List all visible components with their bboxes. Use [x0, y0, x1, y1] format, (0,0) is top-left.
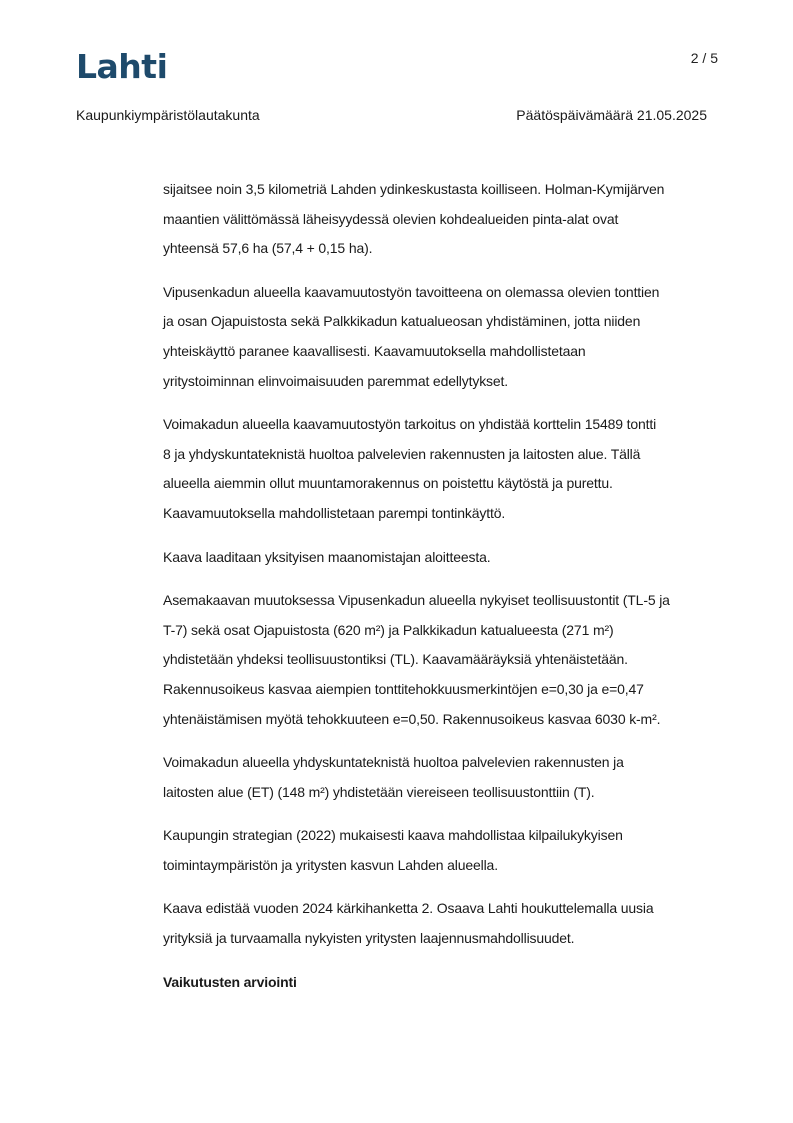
text-line: yhdistetään yhdeksi teollisuustontiksi (TL). Kaavamääräyksiä yhtenäistetään. — [163, 651, 628, 668]
text-line: 8 ja yhdyskuntateknistä huoltoa palvelevien rakennusten ja laitosten alue. Tällä — [163, 445, 641, 462]
paragraph-initiative — [163, 543, 718, 573]
paragraph-voimakatu-change — [163, 748, 718, 807]
text-line: Vipusenkadun alueella kaavamuutostyön tavoitteena on olemassa olevien tonttien — [163, 283, 660, 300]
text-line: yritystoiminnan elinvoimaisuuden paremmat edellytykset. — [163, 372, 509, 389]
paragraph-location — [163, 175, 718, 264]
document-body — [163, 175, 718, 997]
section-heading-impact-assessment: Vaikutusten arviointi — [163, 973, 297, 990]
text-line: yhteiskäyttö paranee kaavallisesti. Kaavamuutoksella mahdollistetaan — [163, 342, 586, 359]
page-number: 2 / 5 — [690, 50, 718, 66]
text-line: alueella aiemmin ollut muuntamorakennus on poistettu käytöstä ja purettu. — [163, 475, 613, 492]
text-line: Voimakadun alueella kaavamuutostyön tarkoitus on yhdistää korttelin 15489 tontti — [163, 416, 657, 433]
decision-date: Päätöspäivämäärä 21.05.2025 — [516, 107, 707, 123]
text-line: Kaupungin strategian (2022) mukaisesti kaava mahdollistaa kilpailukykyisen — [163, 827, 623, 844]
text-line: Voimakadun alueella yhdyskuntateknistä huoltoa palvelevien rakennusten ja — [163, 754, 624, 771]
text-line: laitosten alue (ET) (148 m²) yhdistetään viereiseen teollisuustonttiin (T). — [163, 783, 595, 800]
paragraph-vipusenkatu-goal — [163, 278, 718, 396]
text-line: yrityksiä ja turvaamalla nykyisten yritysten laajennusmahdollisuudet. — [163, 930, 575, 947]
text-line: Rakennusoikeus kasvaa aiempien tonttitehokkuusmerkintöjen e=0,30 ja e=0,47 — [163, 680, 644, 697]
paragraph-key-project — [163, 894, 718, 953]
text-line: toimintaympäristön ja yritysten kasvun Lahden alueella. — [163, 856, 498, 873]
paragraph-voimakatu-goal — [163, 410, 718, 528]
text-line: Kaava edistää vuoden 2024 kärkihanketta 2. Osaava Lahti houkuttelemalla uusia — [163, 900, 654, 917]
text-line: sijaitsee noin 3,5 kilometriä Lahden ydinkeskustasta koilliseen. Holman-Kymijärven — [163, 181, 665, 197]
lahti-logo-mark — [76, 46, 176, 86]
text-line: Kaavamuutoksella mahdollistetaan parempi tontinkäyttö. — [163, 504, 506, 521]
svg-text:Lahti: Lahti — [76, 47, 168, 86]
paragraph-plan-change — [163, 586, 718, 734]
text-line: yhteensä 57,6 ha (57,4 + 0,15 ha). — [163, 240, 373, 257]
text-line: Kaava laaditaan yksityisen maanomistajan aloitteesta. — [163, 548, 491, 565]
paragraph-strategy — [163, 821, 718, 880]
text-line: Asemakaavan muutoksessa Vipusenkadun alueella nykyiset teollisuustontit (TL-5 ja — [163, 592, 670, 609]
text-line: yhtenäistämisen myötä tehokkuuteen e=0,50. Rakennusoikeus kasvaa 6030 k-m². — [163, 710, 661, 727]
text-line: maantien välittömässä läheisyydessä olevien kohdealueiden pinta-alat ovat — [163, 210, 619, 227]
lahti-logo — [76, 46, 176, 86]
organization-name: Kaupunkiympäristölautakunta — [76, 107, 260, 123]
text-line: ja osan Ojapuistosta sekä Palkkikadun katualueosan yhdistäminen, jotta niiden — [163, 313, 641, 330]
text-line: T-7) sekä osat Ojapuistosta (620 m²) ja Palkkikadun katualueesta (271 m²) — [163, 621, 614, 638]
